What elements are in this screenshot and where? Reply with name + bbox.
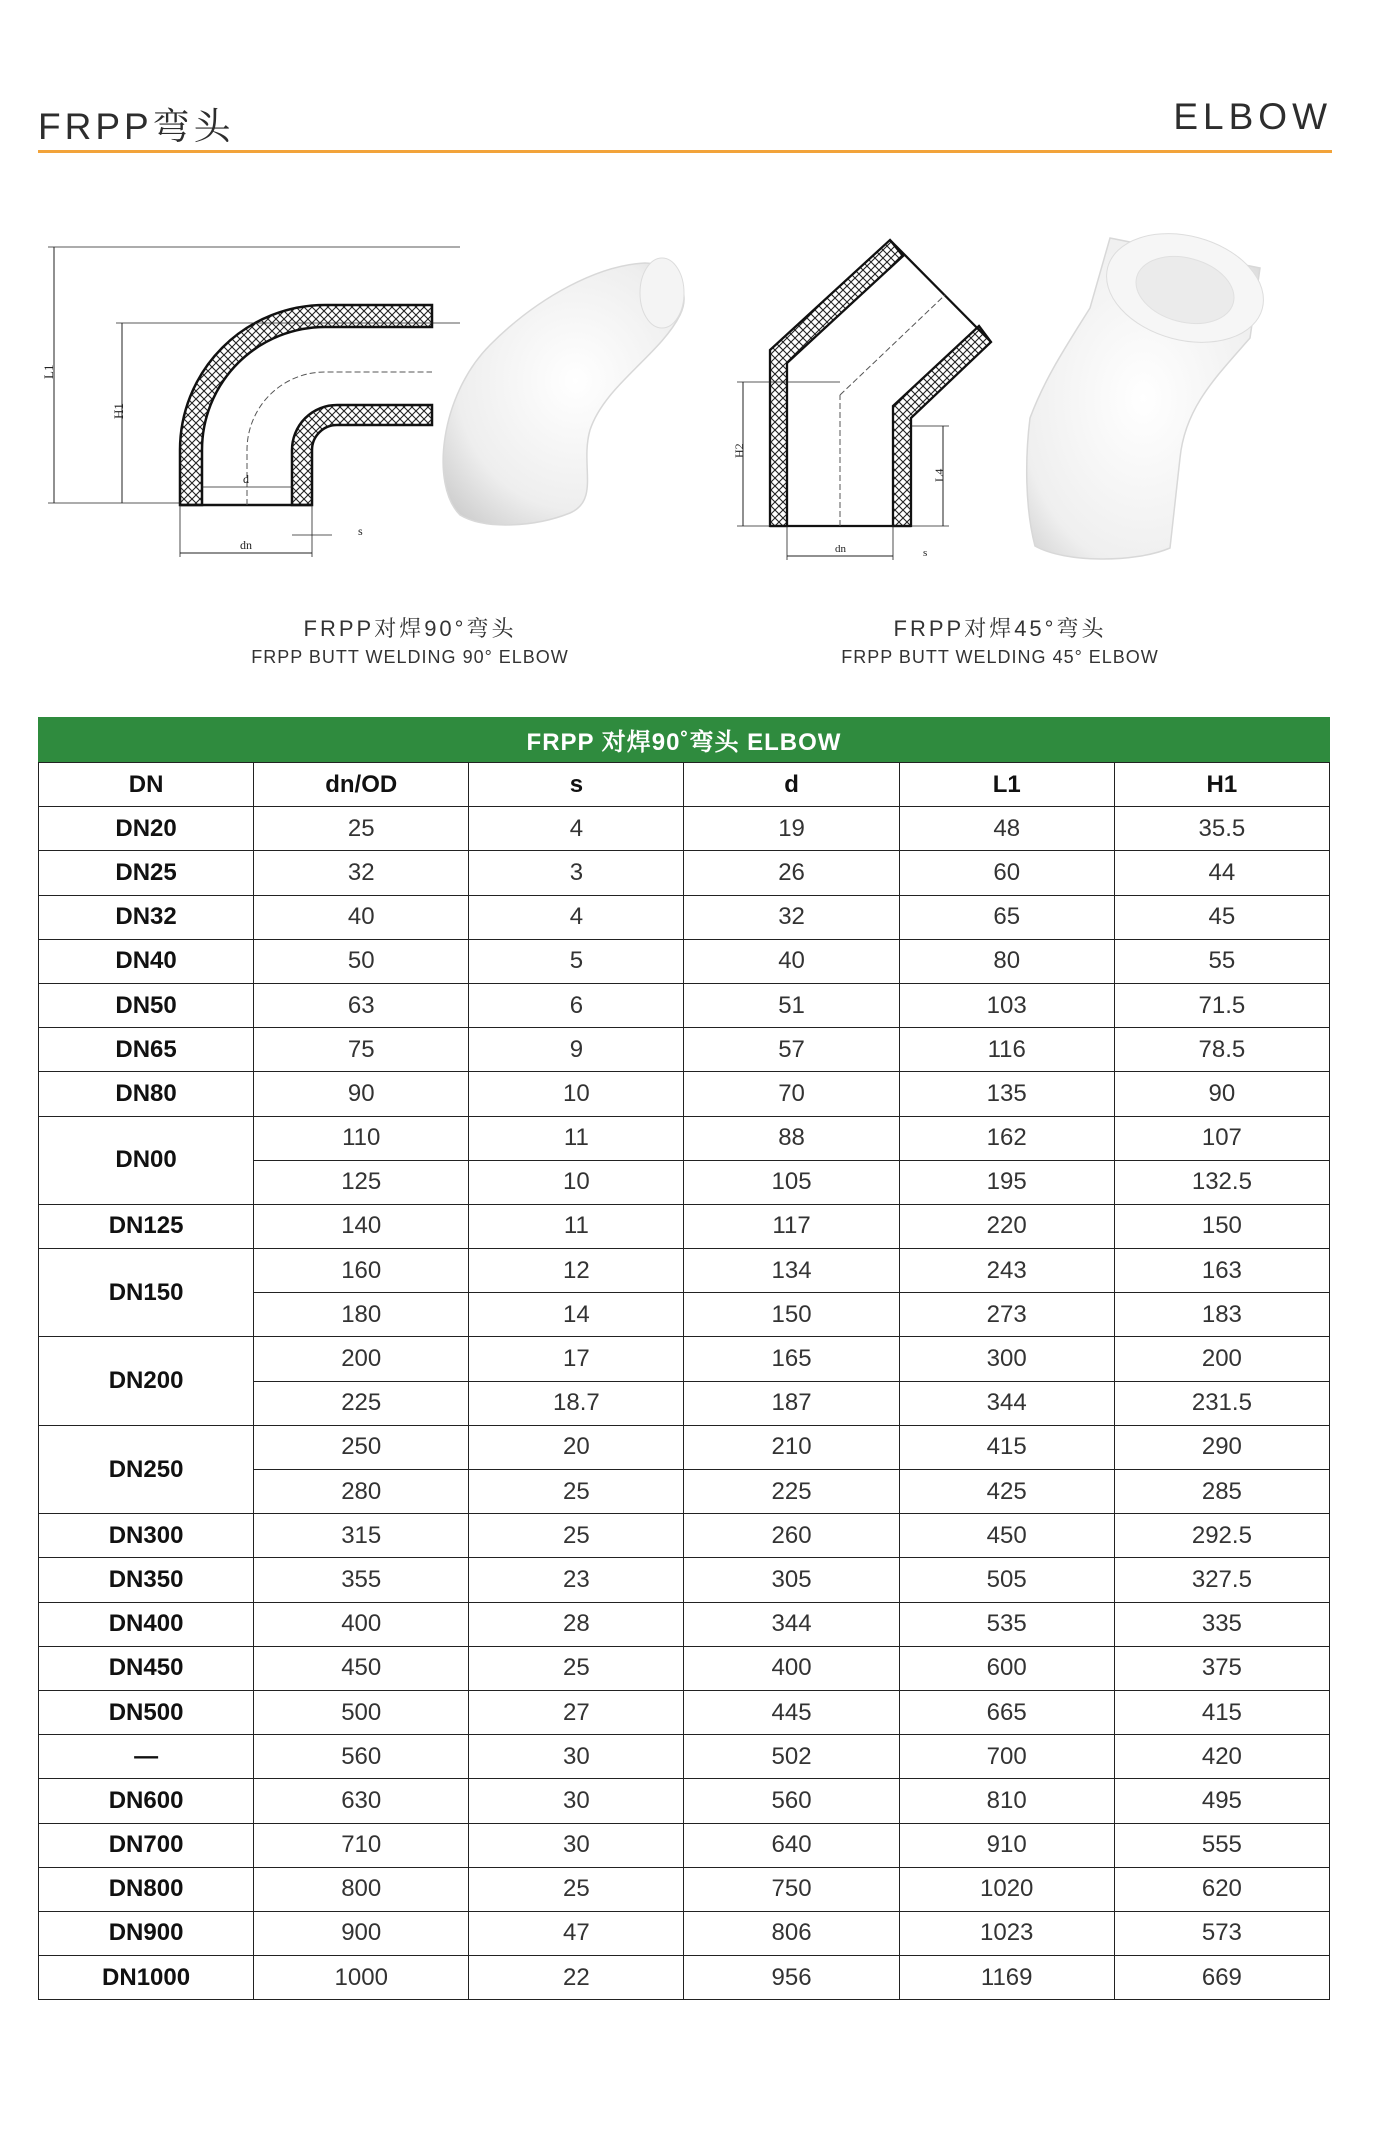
table-cell: 560 [684,1779,899,1823]
table-row [39,1823,1330,1867]
dn-cell: DN500 [39,1690,254,1734]
table-row [39,807,1330,851]
table-row [39,1116,1330,1160]
table-cell: 900 [254,1911,469,1955]
table-row [39,1028,1330,1072]
table-cell: 140 [254,1204,469,1248]
table-cell: 425 [899,1470,1114,1514]
table-cell: 78.5 [1114,1028,1329,1072]
table-cell: 88 [684,1116,899,1160]
table-cell: 502 [684,1735,899,1779]
table-cell: 305 [684,1558,899,1602]
table-cell: 260 [684,1514,899,1558]
table-row [39,1425,1330,1469]
table-cell: 220 [899,1204,1114,1248]
table-row [39,983,1330,1027]
table-cell: 415 [1114,1690,1329,1734]
table-cell: 132.5 [1114,1160,1329,1204]
table-cell: 60 [899,851,1114,895]
table-cell: 125 [254,1160,469,1204]
elbow-90-photo [430,255,700,530]
elbow-90-caption-en: FRPP BUTT WELDING 90° ELBOW [251,647,569,667]
table-cell: 47 [469,1911,684,1955]
elbow-45-drawing [732,230,1005,570]
table-row [39,1956,1330,2000]
table-cell: 640 [684,1823,899,1867]
table-cell: 810 [899,1779,1114,1823]
table-cell: 445 [684,1690,899,1734]
table-header-row [39,763,1330,807]
table-cell: 103 [899,983,1114,1027]
page-title-en: ELBOW [1173,96,1332,137]
table-cell: 630 [254,1779,469,1823]
dim-h2: H2 [732,443,746,458]
table-cell: 9 [469,1028,684,1072]
table-cell: 420 [1114,1735,1329,1779]
table-cell: 18.7 [469,1381,684,1425]
table-cell: 1169 [899,1956,1114,2000]
table-cell: 160 [254,1249,469,1293]
table-cell: 20 [469,1425,684,1469]
table-cell: 555 [1114,1823,1329,1867]
dim-dn: dn [240,538,252,552]
table-cell: 400 [254,1602,469,1646]
dim-l4: L4 [932,468,946,482]
table-row [39,1867,1330,1911]
column-header: d [684,763,899,807]
table-cell: 30 [469,1735,684,1779]
dn-cell: DN20 [39,807,254,851]
table-cell: 57 [684,1028,899,1072]
elbow-90-drawing [40,235,460,575]
table-cell: 292.5 [1114,1514,1329,1558]
table-cell: 535 [899,1602,1114,1646]
table-row [39,1779,1330,1823]
table-cell: 35.5 [1114,807,1329,851]
column-header: H1 [1114,763,1329,807]
table-cell: 75 [254,1028,469,1072]
header-divider [38,150,1332,153]
table-cell: 28 [469,1602,684,1646]
elbow-90-caption-cn: FRPP对焊90°弯头 [303,616,517,641]
table-row [39,1337,1330,1381]
table-cell: 250 [254,1425,469,1469]
dn-cell: DN25 [39,851,254,895]
column-header: L1 [899,763,1114,807]
column-header: s [469,763,684,807]
table-cell: 25 [469,1867,684,1911]
table-cell: 195 [899,1160,1114,1204]
table-cell: 110 [254,1116,469,1160]
table-row [39,1204,1330,1248]
table-banner: FRPP 对焊90˚弯头 ELBOW [38,717,1330,762]
table-cell: 80 [899,939,1114,983]
table-cell: 560 [254,1735,469,1779]
table-cell: 11 [469,1204,684,1248]
table-cell: 162 [899,1116,1114,1160]
dn-cell: DN800 [39,1867,254,1911]
table-cell: 163 [1114,1249,1329,1293]
table-cell: 665 [899,1690,1114,1734]
table-cell: 14 [469,1293,684,1337]
dn-cell: DN900 [39,1911,254,1955]
table-cell: 300 [899,1337,1114,1381]
elbow-45-photo [1025,228,1290,563]
table-row [39,895,1330,939]
table-cell: 290 [1114,1425,1329,1469]
table-cell: 4 [469,895,684,939]
table-cell: 50 [254,939,469,983]
table-cell: 956 [684,1956,899,2000]
table-cell: 750 [684,1867,899,1911]
table-cell: 200 [254,1337,469,1381]
table-cell: 22 [469,1956,684,2000]
spec-table-grid [38,762,1330,2000]
dim-s-45: s [923,547,928,559]
table-cell: 800 [254,1867,469,1911]
column-header: DN [39,763,254,807]
table-row [39,1690,1330,1734]
table-cell: 710 [254,1823,469,1867]
dim-dn-45: dn [835,543,846,555]
table-cell: 225 [684,1470,899,1514]
dim-l1: L1 [41,364,56,379]
dn-cell: DN40 [39,939,254,983]
table-row [39,1249,1330,1293]
table-row [39,1646,1330,1690]
page-title: FRPP弯头 [38,106,235,147]
table-cell: 450 [254,1646,469,1690]
table-cell: 32 [684,895,899,939]
dim-d: d [243,472,249,486]
dim-h1: H1 [111,403,126,419]
dn-cell: DN700 [39,1823,254,1867]
table-cell: 25 [254,807,469,851]
table-cell: 25 [469,1470,684,1514]
elbow-45-caption-cn: FRPP对焊45°弯头 [893,616,1107,641]
table-cell: 165 [684,1337,899,1381]
table-cell: 150 [684,1293,899,1337]
dn-cell: DN50 [39,983,254,1027]
table-cell: 669 [1114,1956,1329,2000]
table-cell: 23 [469,1558,684,1602]
table-cell: 45 [1114,895,1329,939]
table-cell: 1023 [899,1911,1114,1955]
table-cell: 273 [899,1293,1114,1337]
table-cell: 117 [684,1204,899,1248]
table-cell: 231.5 [1114,1381,1329,1425]
table-cell: 5 [469,939,684,983]
table-cell: 90 [254,1072,469,1116]
table-cell: 70 [684,1072,899,1116]
table-row [39,1602,1330,1646]
table-cell: 285 [1114,1470,1329,1514]
table-cell: 116 [899,1028,1114,1072]
table-row [39,1735,1330,1779]
table-row [39,1514,1330,1558]
table-cell: 40 [254,895,469,939]
table-cell: 90 [1114,1072,1329,1116]
table-cell: 495 [1114,1779,1329,1823]
dn-cell: DN125 [39,1204,254,1248]
table-cell: 32 [254,851,469,895]
dn-cell: DN600 [39,1779,254,1823]
table-cell: 327.5 [1114,1558,1329,1602]
table-cell: 25 [469,1646,684,1690]
dn-cell: DN65 [39,1028,254,1072]
spec-table [38,717,1330,2000]
table-cell: 225 [254,1381,469,1425]
table-cell: 19 [684,807,899,851]
dn-cell: DN300 [39,1514,254,1558]
elbow-45-caption-en: FRPP BUTT WELDING 45° ELBOW [841,647,1159,667]
table-cell: 55 [1114,939,1329,983]
table-cell: 400 [684,1646,899,1690]
table-cell: 27 [469,1690,684,1734]
table-cell: 183 [1114,1293,1329,1337]
table-cell: 315 [254,1514,469,1558]
table-cell: 65 [899,895,1114,939]
dn-cell: — [39,1735,254,1779]
dn-cell: DN32 [39,895,254,939]
table-cell: 280 [254,1470,469,1514]
table-row [39,1911,1330,1955]
table-cell: 48 [899,807,1114,851]
dn-cell: DN200 [39,1337,254,1425]
dn-cell: DN450 [39,1646,254,1690]
table-cell: 63 [254,983,469,1027]
table-body [39,807,1330,2000]
table-cell: 135 [899,1072,1114,1116]
table-cell: 500 [254,1690,469,1734]
dn-cell: DN350 [39,1558,254,1602]
dn-cell: DN400 [39,1602,254,1646]
table-cell: 180 [254,1293,469,1337]
table-cell: 415 [899,1425,1114,1469]
table-cell: 10 [469,1072,684,1116]
table-cell: 505 [899,1558,1114,1602]
elbow-45-caption [790,612,1210,668]
table-cell: 44 [1114,851,1329,895]
table-cell: 150 [1114,1204,1329,1248]
table-cell: 12 [469,1249,684,1293]
table-cell: 17 [469,1337,684,1381]
table-cell: 3 [469,851,684,895]
elbow-90-caption [200,612,620,668]
table-cell: 335 [1114,1602,1329,1646]
dn-cell: DN150 [39,1249,254,1337]
dim-s: s [358,524,363,538]
table-cell: 600 [899,1646,1114,1690]
table-cell: 25 [469,1514,684,1558]
table-cell: 700 [899,1735,1114,1779]
dn-cell: DN00 [39,1116,254,1204]
dn-cell: DN250 [39,1425,254,1513]
table-cell: 71.5 [1114,983,1329,1027]
table-cell: 187 [684,1381,899,1425]
table-cell: 107 [1114,1116,1329,1160]
table-cell: 30 [469,1823,684,1867]
table-row [39,1072,1330,1116]
table-cell: 620 [1114,1867,1329,1911]
table-cell: 1000 [254,1956,469,2000]
table-cell: 11 [469,1116,684,1160]
table-cell: 134 [684,1249,899,1293]
column-header: dn/OD [254,763,469,807]
table-cell: 355 [254,1558,469,1602]
table-row [39,851,1330,895]
table-cell: 243 [899,1249,1114,1293]
table-row [39,939,1330,983]
table-cell: 344 [684,1602,899,1646]
table-cell: 30 [469,1779,684,1823]
table-cell: 210 [684,1425,899,1469]
table-cell: 26 [684,851,899,895]
table-cell: 4 [469,807,684,851]
dn-cell: DN80 [39,1072,254,1116]
table-cell: 450 [899,1514,1114,1558]
table-cell: 806 [684,1911,899,1955]
table-cell: 6 [469,983,684,1027]
table-cell: 1020 [899,1867,1114,1911]
table-cell: 375 [1114,1646,1329,1690]
table-cell: 910 [899,1823,1114,1867]
page-header [38,96,1332,150]
table-cell: 344 [899,1381,1114,1425]
table-cell: 105 [684,1160,899,1204]
dn-cell: DN1000 [39,1956,254,2000]
table-cell: 51 [684,983,899,1027]
table-cell: 573 [1114,1911,1329,1955]
table-cell: 40 [684,939,899,983]
table-cell: 200 [1114,1337,1329,1381]
table-cell: 10 [469,1160,684,1204]
table-row [39,1558,1330,1602]
